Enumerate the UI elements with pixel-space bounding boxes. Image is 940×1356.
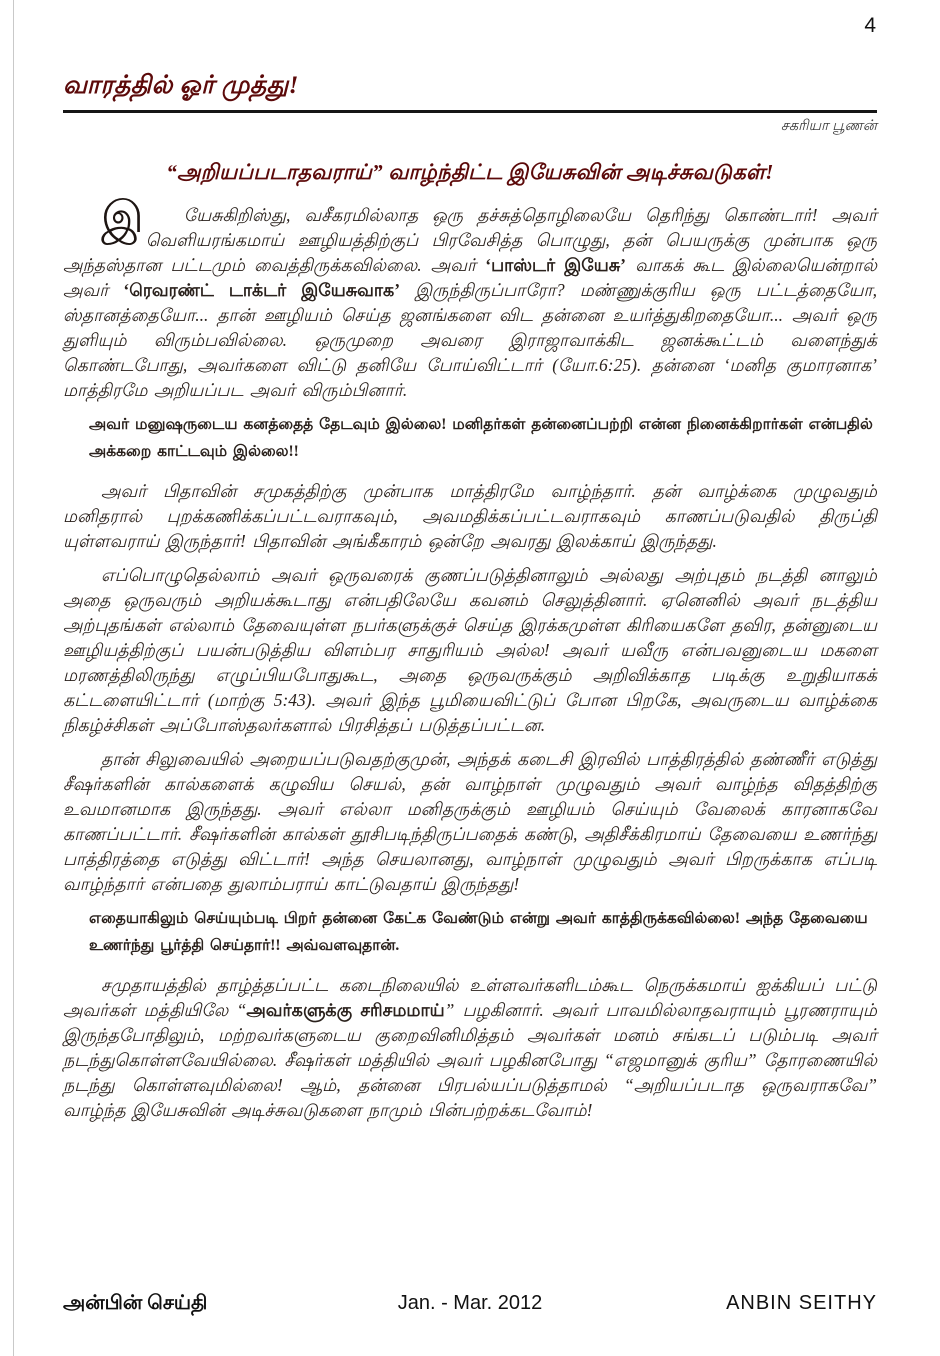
page-number: 4 xyxy=(864,14,876,37)
body-paragraph xyxy=(63,973,877,1123)
masthead-rule xyxy=(63,110,877,113)
bold-text-run: எதையாகிலும் செய்யும்படி பிறர் தன்னை கேட்க வேண்டும் என்று அவர் காத்திருக்கவில்லை! அந்த தேவையை உணர்ந்து பூர்த்தி செய்தார்!! அவ்வளவுதான். xyxy=(89,910,868,954)
body-paragraph xyxy=(63,479,877,554)
text-run: வாகக் கூட இல்லையென்றால் அவர் xyxy=(63,255,877,300)
footer-magazine-name-english: ANBIN SEITHY xyxy=(726,1292,877,1314)
emphasis-paragraph xyxy=(89,411,875,465)
text-run: சமுதாயத்தில் தாழ்த்தப்பட்ட கடைநிலையில் உள்ளவர்களிடம்கூட நெருக்கமாய் ஐக்கியப் பட்டு அவர்கள் மத்தியிலே “ xyxy=(63,975,877,1020)
text-run: இருந்திருப்பாரோ? மண்ணுக்குரிய ஒரு பட்டத்தையோ, ஸ்தானத்தையோ... தான் ஊழியம் செய்த ஜனங்களை விட தன்னை உயர்த்துகிறதையோ... அவர் ஒரு துளியும் விரும்பவில்லை. ஒருமுறை அவரை இராஜாவாக்கிட ஜனக்கூட்டம் வளைந்துக் கொண்டபோது, அவர்களை விட்டு தனியே போய்விட்டார் (யோ.6:25). தன்னை ‘மனித குமாரனாக’ மாத்திரமே அறியப்பட அவர் விரும்பினார். xyxy=(63,280,878,400)
page-edge-line xyxy=(13,0,14,1356)
article-title: “அறியப்படாதவராய்” வாழ்ந்திட்ட இயேசுவின் அடிச்சுவடுகள்! xyxy=(166,160,774,184)
body-paragraph xyxy=(63,747,877,897)
masthead-title: வாரத்தில் ஓர் முத்து! xyxy=(63,72,299,99)
bold-text-run: ‘ரெவரண்ட் டாக்டர் இயேசுவாக’ xyxy=(123,280,401,300)
bold-text-run: அவர்களுக்கு சரிசமமாய் xyxy=(246,1000,445,1020)
page-footer xyxy=(63,1292,877,1317)
text-run: ” பழகினார். அவர் பாவமில்லாதவராயும் பூரணராயும் இருந்தபோதிலும், மற்றவர்களுடைய குறைவினிமித்தம் அவர்கள் மனம் சங்கடப் படும்படி அவர் நடந்துகொள்ளவேயில்லை. சீஷர்கள் மத்தியில் அவர் பழகினபோது “எஜமானுக் குரிய” தோரணையில் நடந்து கொள்ளவுமில்லை! ஆம், தன்னை பிரபல்யப்படுத்தாமல் “அறியப்படாத ஒருவராகவே” வாழ்ந்த இயேசுவின் அடிச்சுவடுகளை நாமும் பின்பற்றக்கடவோம்! xyxy=(63,1000,877,1120)
bold-text-run: அவர் மனுஷருடைய கனத்தைத் தேடவும் இல்லை! மனிதர்கள் தன்னைப்பற்றி என்ன நினைக்கிறார்கள் என்பதில் அக்கறை காட்டவும் இல்லை!! xyxy=(89,416,873,460)
drop-cap: இ xyxy=(101,193,144,242)
bold-text-run: ‘பாஸ்டர் இயேசு’ xyxy=(485,255,626,275)
body-paragraph xyxy=(63,193,878,403)
footer-magazine-name-tamil: அன்பின் செய்தி xyxy=(63,1292,208,1314)
page-content xyxy=(63,0,877,1123)
footer-issue-date: Jan. - Mar. 2012 xyxy=(397,1292,543,1314)
text-run: யேசுகிறிஸ்து, வசீகரமில்லாத ஒரு தச்சுத்தொழிலையே தெரிந்து கொண்டார்! அவர் வெளியரங்கமாய் ஊழியத்திற்குப் பிரவேசித்த பொழுது, தன் பெயருக்கு முன்பாக ஒரு அந்தஸ்தான பட்டமும் வைத்திருக்கவில்லை. அவர் xyxy=(63,205,877,275)
emphasis-paragraph xyxy=(89,905,875,959)
text-run: அவர் பிதாவின் சமுகத்திற்கு முன்பாக மாத்திரமே வாழ்ந்தார். தன் வாழ்க்கை முழுவதும் மனிதரால் புறக்கணிக்கப்பட்டவராகவும், அவமதிக்கப்பட்டவராகவும் காணப்படுவதில் திருப்தி யுள்ளவராய் இருந்தார்! பிதாவின் அங்கீகாரம் ஒன்றே அவரது இலக்காய் இருந்தது. xyxy=(63,481,877,551)
body-paragraph xyxy=(63,563,877,738)
text-run: தான் சிலுவையில் அறையப்படுவதற்குமுன், அந்தக் கடைசி இரவில் பாத்திரத்தில் தண்ணீர் எடுத்து சீஷர்களின் கால்களைக் கழுவிய செயல், தன் வாழ்நாள் முழுவதும் அவர் வாழ்ந்த விதத்திற்கு உவமானமாக இருந்தது. அவர் எல்லா மனிதருக்கும் ஊழியம் செய்யும் வேலைக் காரனாகவே காணப்பட்டார். சீஷர்களின் கால்கள் தூசிபடிந்திருப்பதைக் கண்டு, அதிசீக்கிரமாய் தேவையை உணர்ந்து பாத்திரத்தை எடுத்து விட்டார்! அந்த செயலானது, வாழ்நாள் முழுவதும் அவர் பிறருக்காக எப்படி வாழ்ந்தார் என்பதை துலாம்பராய் காட்டுவதாய் இருந்தது! xyxy=(63,749,877,894)
text-run: எப்பொழுதெல்லாம் அவர் ஒருவரைக் குணப்படுத்தினாலும் அல்லது அற்புதம் நடத்தி னாலும் அதை ஒருவரும் அறியக்கூடாது என்பதிலேயே கவனம் செலுத்தினார். ஏனெனில் அவர் நடத்திய அற்புதங்கள் எல்லாம் தேவையுள்ள நபர்களுக்குச் செய்த இரக்கமுள்ள கிரியைகளே தவிர, தன்னுடைய ஊழியத்திற்குப் பயன்படுத்திய விளம்பர சாதுரியம் அல்ல! அவர் யவீரு என்பவனுடைய மகளை மரணத்திலிருந்து எழுப்பியபோதுகூட, அதை ஒருவருக்கும் அறிவிக்காத படிக்கு உறுதியாகக் கட்டளையிட்டார் (மாற்கு 5:43). அவர் இந்த பூமியைவிட்டுப் போன பிறகே, அவருடைய வாழ்க்கை நிகழ்ச்சிகள் அப்போஸ்தலர்களால் பிரசித்தப் படுத்தப்பட்டன. xyxy=(63,565,877,735)
author-byline: சகரியா பூணன் xyxy=(780,118,877,134)
article-body xyxy=(63,193,878,1123)
